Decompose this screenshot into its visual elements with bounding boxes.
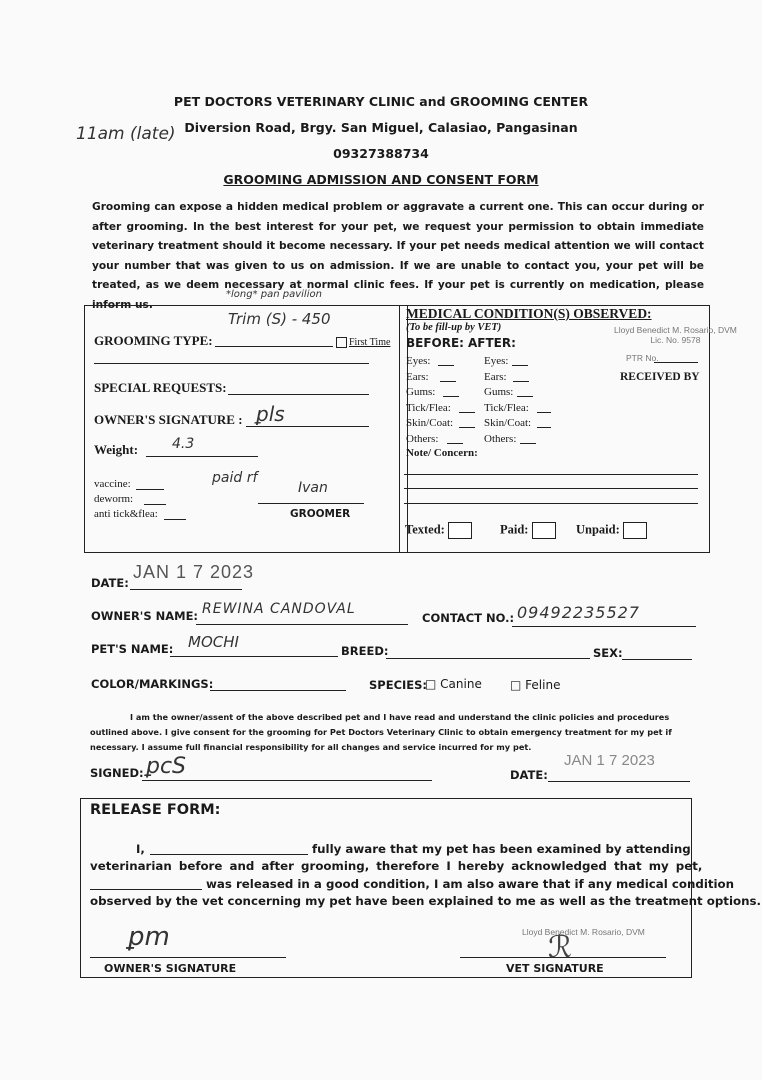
after-skincoat: Skin/Coat: <box>484 417 532 429</box>
groomer-label: GROOMER <box>290 508 351 520</box>
grooming-type-label: GROOMING TYPE: <box>94 333 213 348</box>
medical-title: MEDICAL CONDITION(S) OBSERVED: <box>406 306 652 321</box>
paid-checkbox[interactable] <box>532 522 556 539</box>
vet-stamp-lic: Lic. No. 9578 <box>650 335 701 345</box>
before-others: Others: <box>406 432 439 445</box>
species-label: SPECIES: <box>369 678 428 692</box>
after-others: Others: <box>484 432 517 445</box>
clinic-phone: 09327388734 <box>333 146 429 161</box>
before-eyes: Eyes: <box>406 355 431 367</box>
release-line4: observed by the vet concerning my pet have been explained to me as well as the treatment options. <box>90 894 761 908</box>
after-checklist <box>484 354 531 447</box>
after-eyes: Eyes: <box>484 355 509 367</box>
release-line2: veterinarian before and after grooming, therefore I hereby acknowledged that my pet, <box>90 859 703 873</box>
vet-stamp <box>614 325 737 345</box>
grooming-type-value[interactable]: Trim (S) - 450 <box>228 310 331 328</box>
unpaid-label: Unpaid: <box>576 522 620 537</box>
release-vet-stamp: Lloyd Benedict M. Rosario, DVM <box>522 927 645 937</box>
signed-label: SIGNED: <box>90 766 144 780</box>
species-feline-option[interactable] <box>510 678 560 692</box>
feline-checkbox[interactable]: □ <box>510 678 522 692</box>
contact-value[interactable]: 09492235527 <box>517 603 640 622</box>
consent-signature: ꝑcS <box>146 754 187 779</box>
vet-stamp-ptr: PTR No. <box>626 353 659 363</box>
species-canine-option[interactable] <box>425 677 482 691</box>
texted-field[interactable] <box>405 522 472 539</box>
before-ears: Ears: <box>406 370 429 383</box>
received-by-label: RECEIVED BY <box>620 371 700 383</box>
owner-name-value[interactable]: REWINA CANDOVAL <box>202 601 356 617</box>
paid-note: paid rf <box>212 470 258 486</box>
owner-signature-label: OWNER'S SIGNATURE <box>104 962 237 975</box>
owner-signature-mark: ꝑls <box>256 402 285 426</box>
before-tickflea: Tick/Flea: <box>406 401 451 414</box>
antitick-label: anti tick&flea: <box>94 508 158 520</box>
clinic-name: PET DOCTORS VETERINARY CLINIC and GROOMING CENTER <box>173 94 589 109</box>
before-label: BEFORE: <box>406 336 464 350</box>
release-line1-pre: I, <box>136 842 145 856</box>
contact-label: CONTACT NO.: <box>422 611 515 625</box>
paid-field[interactable] <box>500 522 556 539</box>
form-title: GROOMING ADMISSION AND CONSENT FORM <box>223 172 539 187</box>
canine-checkbox[interactable]: □ <box>425 677 437 691</box>
weight-label: Weight: <box>94 442 139 457</box>
after-tickflea: Tick/Flea: <box>484 401 529 414</box>
clinic-address: Diversion Road, Brgy. San Miguel, Calasiao, Pangasinan <box>184 120 578 135</box>
canine-label: Canine <box>440 677 482 691</box>
medical-subtitle: (To be fill-up by VET) <box>406 322 502 333</box>
after-label: AFTER: <box>468 336 516 350</box>
first-time-checkbox[interactable] <box>336 337 390 348</box>
pet-name-value[interactable]: MOCHI <box>188 633 239 651</box>
first-time-label: First Time <box>349 337 391 348</box>
vaccine-label: vaccine: <box>94 478 131 490</box>
consent-paragraph: I am the owner/assent of the above described pet and I have read and understand the clinic policies and procedures outlined above. I give consent for the grooming for Pet Doctors Veterinary Clinic to obtain emergency treatment for my pet if necessary. I assume full financial responsibility for all changes and service incurred for my pet. <box>90 712 672 752</box>
special-requests-label: SPECIAL REQUESTS: <box>94 380 227 395</box>
deworm-label: deworm: <box>94 493 134 505</box>
sex-label: SEX: <box>593 646 623 660</box>
release-owner-signature: ꝑm <box>128 922 170 952</box>
before-checklist <box>406 354 453 447</box>
breed-label: BREED: <box>341 644 389 658</box>
release-title: RELEASE FORM: <box>90 802 221 818</box>
note-concern-label: Note/ Concern: <box>406 447 478 459</box>
paid-label: Paid: <box>500 522 529 537</box>
vet-signature-label: VET SIGNATURE <box>506 962 604 975</box>
unpaid-field[interactable] <box>576 522 647 539</box>
vet-signature-mark: ℛ <box>548 930 572 965</box>
date-stamp: JAN 1 7 2023 <box>133 562 255 582</box>
color-markings-label: COLOR/MARKINGS: <box>91 677 214 691</box>
vet-stamp-name: Lloyd Benedict M. Rosario, DVM <box>614 325 737 335</box>
feline-label: Feline <box>525 678 561 692</box>
weight-value[interactable]: 4.3 <box>172 436 195 452</box>
release-line3: was released in a good condition, I am also aware that if any medical condition <box>206 877 735 891</box>
owner-signature-label: OWNER'S SIGNATURE : <box>94 412 243 427</box>
before-skincoat: Skin/Coat: <box>406 417 454 429</box>
before-gums: Gums: <box>406 386 436 398</box>
intro-paragraph: Grooming can expose a hidden medical problem or aggravate a current one. This can occur during or after grooming. In the best interest for your pet, we request your permission to obtain immediate veterinary treatment should it become necessary. If your pet needs medical attention we will contact your number that was given to us on admission. If we are unable to contact you, your pet will be treated, as we deem necessary at normal clinic fees. If your pet is currently on medication, please inform us. <box>92 201 704 311</box>
note-above: *long* pan pavilion <box>226 289 322 300</box>
owner-name-label: OWNER'S NAME: <box>91 609 199 623</box>
unpaid-checkbox[interactable] <box>623 522 647 539</box>
release-line1-post: fully aware that my pet has been examined by attending <box>312 842 691 856</box>
after-ears: Ears: <box>484 370 507 383</box>
consent-date-stamp: JAN 1 7 2023 <box>564 752 655 769</box>
date-label: DATE: <box>91 576 129 590</box>
consent-date-label: DATE: <box>510 768 548 782</box>
groomer-name[interactable]: Ivan <box>298 480 328 496</box>
pet-name-label: PET'S NAME: <box>91 642 174 656</box>
texted-label: Texted: <box>405 522 445 537</box>
after-gums: Gums: <box>484 386 514 398</box>
texted-checkbox[interactable] <box>448 522 472 539</box>
handwritten-time: 11am (late) <box>76 124 176 144</box>
